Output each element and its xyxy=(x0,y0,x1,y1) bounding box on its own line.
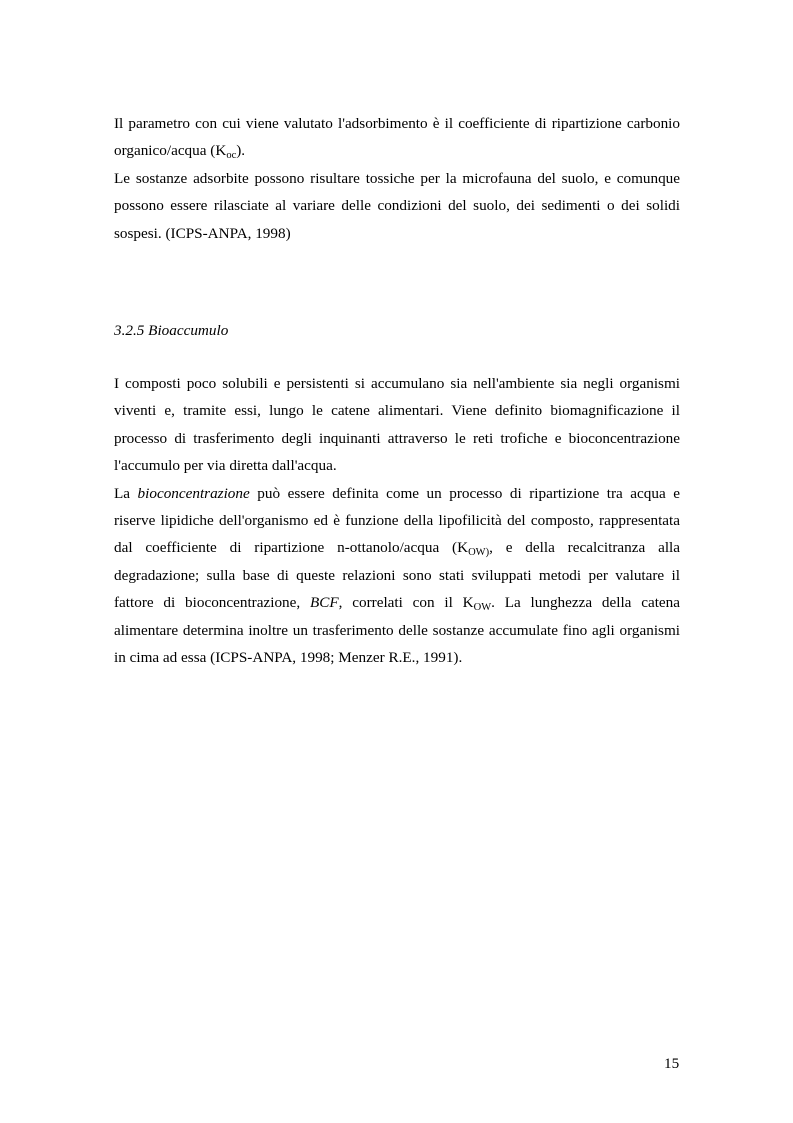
subscript-text: OW) xyxy=(468,547,490,559)
text-run: I composti poco solubili e persistenti si accumulano sia nell'ambiente sia negli organismi viventi e, tramite essi, lungo le catene alimentari. Viene definito biomagnificazione il processo di trasferimento degli inquinanti attraverso le reti trofiche e bioconcentrazione l'accumulo per via diretta dall'acqua. xyxy=(114,375,680,475)
text-run: può essere definita come un processo di ripartizione tra acqua e riserve lipidiche dell'organismo ed è funzione della lipofilicità del composto, rappresentata dal coefficiente di ripartizione n-ottanolo/acqua (K xyxy=(114,484,680,557)
italic-text: bioconcentrazione xyxy=(137,484,250,502)
italic-text: BCF xyxy=(309,594,339,612)
paragraph xyxy=(114,165,680,247)
subscript-text: oc xyxy=(226,150,237,162)
paragraph xyxy=(114,110,680,165)
text-run: , correlati con il K xyxy=(338,594,474,612)
text-run: ). xyxy=(236,142,246,160)
text-run: Il parametro con cui viene valutato l'adsorbimento è il coefficiente di ripartizione carbonio organico/acqua (K xyxy=(114,115,680,160)
section-heading: 3.2.5 Bioaccumulo xyxy=(114,322,229,339)
text-run: La xyxy=(114,484,138,502)
paragraph xyxy=(114,370,680,480)
page-number: 15 xyxy=(664,1055,680,1072)
text-run: , e della recalcitranza alla degradazione; sulla base di queste relazioni sono stati sviluppati metodi per valutare il fattore di bioconcentrazione, xyxy=(114,539,680,612)
intro-text-block xyxy=(114,110,680,247)
text-run: . La lunghezza della catena alimentare determina inoltre un trasferimento delle sostanze accumulate fino agli organismi in cima ad essa (ICPS-ANPA, 1998; Menzer R.E., 1991). xyxy=(114,594,681,667)
paragraph xyxy=(114,480,680,672)
text-run: Le sostanze adsorbite possono risultare tossiche per la microfauna del suolo, e comunque possono essere rilasciate al variare delle condizioni del suolo, dei sedimenti o dei solidi sospesi. (ICPS-ANPA, 1998) xyxy=(114,169,680,242)
subscript-text: OW xyxy=(473,602,492,614)
bioaccumulo-text-block xyxy=(114,370,680,671)
